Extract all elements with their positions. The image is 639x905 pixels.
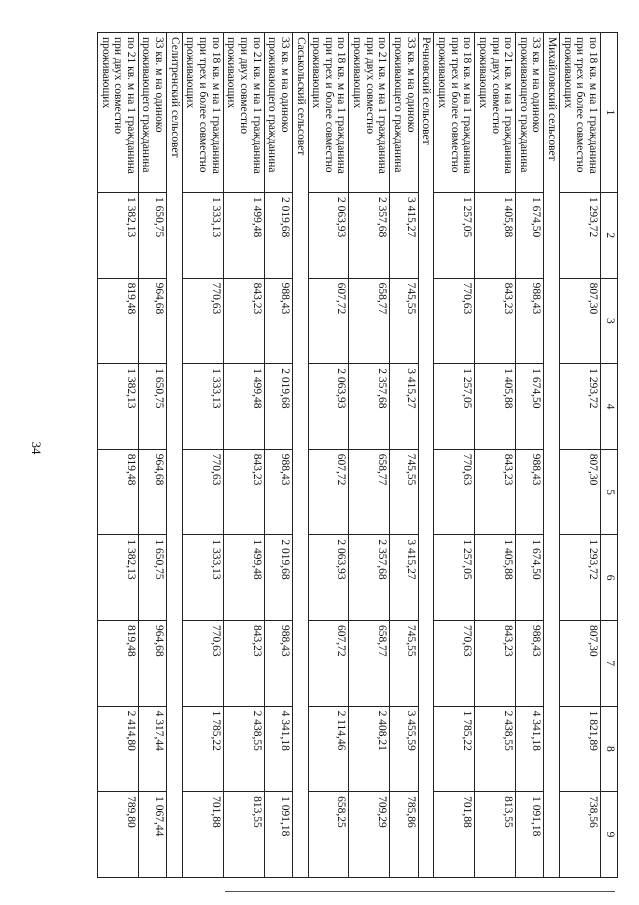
column-header: 8 bbox=[601, 706, 618, 792]
value-cell: 1 257,05 bbox=[434, 364, 475, 450]
table-row bbox=[560, 33, 601, 878]
row-label: 33 кв. м на одиноко проживающего гражданина bbox=[390, 33, 418, 193]
value-cell: 819,48 bbox=[97, 278, 138, 364]
value-cell: 988,43 bbox=[516, 449, 544, 535]
value-cell: 4 341,18 bbox=[264, 706, 292, 792]
value-cell: 2 019,68 bbox=[264, 535, 292, 621]
value-cell: 607,72 bbox=[308, 620, 349, 706]
value-cell: 4 317,44 bbox=[138, 706, 166, 792]
table-body bbox=[97, 33, 600, 878]
value-cell: 1 333,13 bbox=[182, 364, 223, 450]
value-cell: 1 650,75 bbox=[138, 535, 166, 621]
tariff-table bbox=[97, 32, 618, 878]
value-cell: 813,55 bbox=[475, 792, 516, 878]
row-label: по 21 кв. м на 1 гражданина при двух совместно проживающих bbox=[349, 33, 390, 193]
value-cell: 1 257,05 bbox=[434, 535, 475, 621]
value-cell: 1 405,88 bbox=[475, 535, 516, 621]
value-cell: 607,72 bbox=[308, 278, 349, 364]
value-cell: 843,23 bbox=[223, 620, 264, 706]
column-header: 2 bbox=[601, 193, 618, 279]
value-cell: 770,63 bbox=[434, 620, 475, 706]
column-header: 3 bbox=[601, 278, 618, 364]
value-cell: 1 293,72 bbox=[560, 535, 601, 621]
value-cell: 1 067,44 bbox=[138, 792, 166, 878]
value-cell: 1 293,72 bbox=[560, 364, 601, 450]
table-row bbox=[223, 33, 264, 878]
value-cell: 2 414,80 bbox=[97, 706, 138, 792]
section-title: Михайловский сельсовет bbox=[544, 33, 560, 878]
value-cell: 1 785,22 bbox=[434, 706, 475, 792]
value-cell: 1 382,13 bbox=[97, 535, 138, 621]
section-title: Селитренский сельсовет bbox=[167, 33, 183, 878]
value-cell: 2 438,55 bbox=[223, 706, 264, 792]
table-row bbox=[308, 33, 349, 878]
value-cell: 819,48 bbox=[97, 449, 138, 535]
value-cell: 701,88 bbox=[434, 792, 475, 878]
value-cell: 843,23 bbox=[475, 278, 516, 364]
rotated-table-container bbox=[70, 32, 618, 877]
value-cell: 770,63 bbox=[434, 278, 475, 364]
row-label: по 21 кв. м на 1 гражданина при двух совместно проживающих bbox=[475, 33, 516, 193]
page-number: 34 bbox=[29, 441, 44, 455]
table-row bbox=[390, 33, 418, 878]
value-cell: 738,56 bbox=[560, 792, 601, 878]
value-cell: 1 499,48 bbox=[223, 535, 264, 621]
value-cell: 2 357,68 bbox=[349, 535, 390, 621]
value-cell: 2 408,21 bbox=[349, 706, 390, 792]
value-cell: 988,43 bbox=[264, 620, 292, 706]
value-cell: 964,68 bbox=[138, 278, 166, 364]
value-cell: 745,55 bbox=[390, 278, 418, 364]
value-cell: 1 499,48 bbox=[223, 193, 264, 279]
value-cell: 1 674,50 bbox=[516, 535, 544, 621]
value-cell: 1 091,18 bbox=[516, 792, 544, 878]
value-cell: 785,86 bbox=[390, 792, 418, 878]
value-cell: 1 499,48 bbox=[223, 364, 264, 450]
table-row bbox=[97, 33, 138, 878]
column-header: 5 bbox=[601, 449, 618, 535]
value-cell: 658,25 bbox=[308, 792, 349, 878]
value-cell: 1 674,50 bbox=[516, 364, 544, 450]
value-cell: 1 650,75 bbox=[138, 193, 166, 279]
column-header: 1 bbox=[601, 33, 618, 193]
value-cell: 2 063,93 bbox=[308, 364, 349, 450]
section-row bbox=[167, 33, 183, 878]
value-cell: 964,68 bbox=[138, 620, 166, 706]
value-cell: 770,63 bbox=[434, 449, 475, 535]
value-cell: 1 650,75 bbox=[138, 364, 166, 450]
value-cell: 745,55 bbox=[390, 620, 418, 706]
value-cell: 988,43 bbox=[516, 278, 544, 364]
value-cell: 1 382,13 bbox=[97, 364, 138, 450]
value-cell: 3 455,59 bbox=[390, 706, 418, 792]
value-cell: 843,23 bbox=[223, 278, 264, 364]
column-header: 7 bbox=[601, 620, 618, 706]
value-cell: 1 333,13 bbox=[182, 535, 223, 621]
column-header: 6 bbox=[601, 535, 618, 621]
column-header: 9 bbox=[601, 792, 618, 878]
value-cell: 1 821,89 bbox=[560, 706, 601, 792]
value-cell: 1 293,72 bbox=[560, 193, 601, 279]
table-row bbox=[475, 33, 516, 878]
table-row bbox=[138, 33, 166, 878]
row-label: по 18 кв. м на 1 гражданина при трех и более совместно проживающих bbox=[560, 33, 601, 193]
row-label: по 18 кв. м на 1 гражданина при трех и более совместно проживающих bbox=[308, 33, 349, 193]
section-row bbox=[544, 33, 560, 878]
value-cell: 658,77 bbox=[349, 278, 390, 364]
value-cell: 2 114,46 bbox=[308, 706, 349, 792]
value-cell: 1 333,13 bbox=[182, 193, 223, 279]
table-row bbox=[182, 33, 223, 878]
footer-divider bbox=[225, 891, 615, 892]
value-cell: 770,63 bbox=[182, 620, 223, 706]
value-cell: 2 063,93 bbox=[308, 193, 349, 279]
column-header: 4 bbox=[601, 364, 618, 450]
section-title: Речновский сельсовет bbox=[418, 33, 434, 878]
table-row bbox=[264, 33, 292, 878]
value-cell: 4 341,18 bbox=[516, 706, 544, 792]
value-cell: 2 438,55 bbox=[475, 706, 516, 792]
value-cell: 3 415,27 bbox=[390, 193, 418, 279]
row-label: по 18 кв. м на 1 гражданина при трех и более совместно проживающих bbox=[182, 33, 223, 193]
row-label: 33 кв. м на одиноко проживающего гражданина bbox=[516, 33, 544, 193]
value-cell: 807,30 bbox=[560, 620, 601, 706]
table-row bbox=[516, 33, 544, 878]
table-header-row bbox=[601, 33, 618, 878]
value-cell: 819,48 bbox=[97, 620, 138, 706]
row-label: по 21 кв. м на 1 гражданина при двух совместно проживающих bbox=[223, 33, 264, 193]
value-cell: 988,43 bbox=[516, 620, 544, 706]
value-cell: 701,88 bbox=[182, 792, 223, 878]
row-label: 33 кв. м на одиноко проживающего гражданина bbox=[264, 33, 292, 193]
value-cell: 2 019,68 bbox=[264, 193, 292, 279]
table-row bbox=[349, 33, 390, 878]
value-cell: 843,23 bbox=[475, 620, 516, 706]
value-cell: 1 785,22 bbox=[182, 706, 223, 792]
value-cell: 770,63 bbox=[182, 278, 223, 364]
section-row bbox=[418, 33, 434, 878]
value-cell: 807,30 bbox=[560, 278, 601, 364]
value-cell: 1 091,18 bbox=[264, 792, 292, 878]
value-cell: 813,55 bbox=[223, 792, 264, 878]
value-cell: 1 405,88 bbox=[475, 364, 516, 450]
section-title: Саськольский сельсовет bbox=[292, 33, 308, 878]
value-cell: 658,77 bbox=[349, 449, 390, 535]
value-cell: 1 382,13 bbox=[97, 193, 138, 279]
value-cell: 843,23 bbox=[223, 449, 264, 535]
value-cell: 770,63 bbox=[182, 449, 223, 535]
value-cell: 843,23 bbox=[475, 449, 516, 535]
value-cell: 988,43 bbox=[264, 278, 292, 364]
value-cell: 2 357,68 bbox=[349, 193, 390, 279]
value-cell: 709,29 bbox=[349, 792, 390, 878]
value-cell: 1 405,88 bbox=[475, 193, 516, 279]
table-row bbox=[434, 33, 475, 878]
section-row bbox=[292, 33, 308, 878]
value-cell: 1 674,50 bbox=[516, 193, 544, 279]
value-cell: 807,30 bbox=[560, 449, 601, 535]
value-cell: 2 357,68 bbox=[349, 364, 390, 450]
value-cell: 964,68 bbox=[138, 449, 166, 535]
value-cell: 745,55 bbox=[390, 449, 418, 535]
value-cell: 3 415,27 bbox=[390, 535, 418, 621]
value-cell: 988,43 bbox=[264, 449, 292, 535]
value-cell: 2 063,93 bbox=[308, 535, 349, 621]
row-label: по 21 кв. м на 1 гражданина при двух совместно проживающих bbox=[97, 33, 138, 193]
value-cell: 1 257,05 bbox=[434, 193, 475, 279]
value-cell: 607,72 bbox=[308, 449, 349, 535]
value-cell: 3 415,27 bbox=[390, 364, 418, 450]
row-label: по 18 кв. м на 1 гражданина при трех и более совместно проживающих bbox=[434, 33, 475, 193]
value-cell: 2 019,68 bbox=[264, 364, 292, 450]
value-cell: 789,80 bbox=[97, 792, 138, 878]
value-cell: 658,77 bbox=[349, 620, 390, 706]
row-label: 33 кв. м на одиноко проживающего гражданина bbox=[138, 33, 166, 193]
